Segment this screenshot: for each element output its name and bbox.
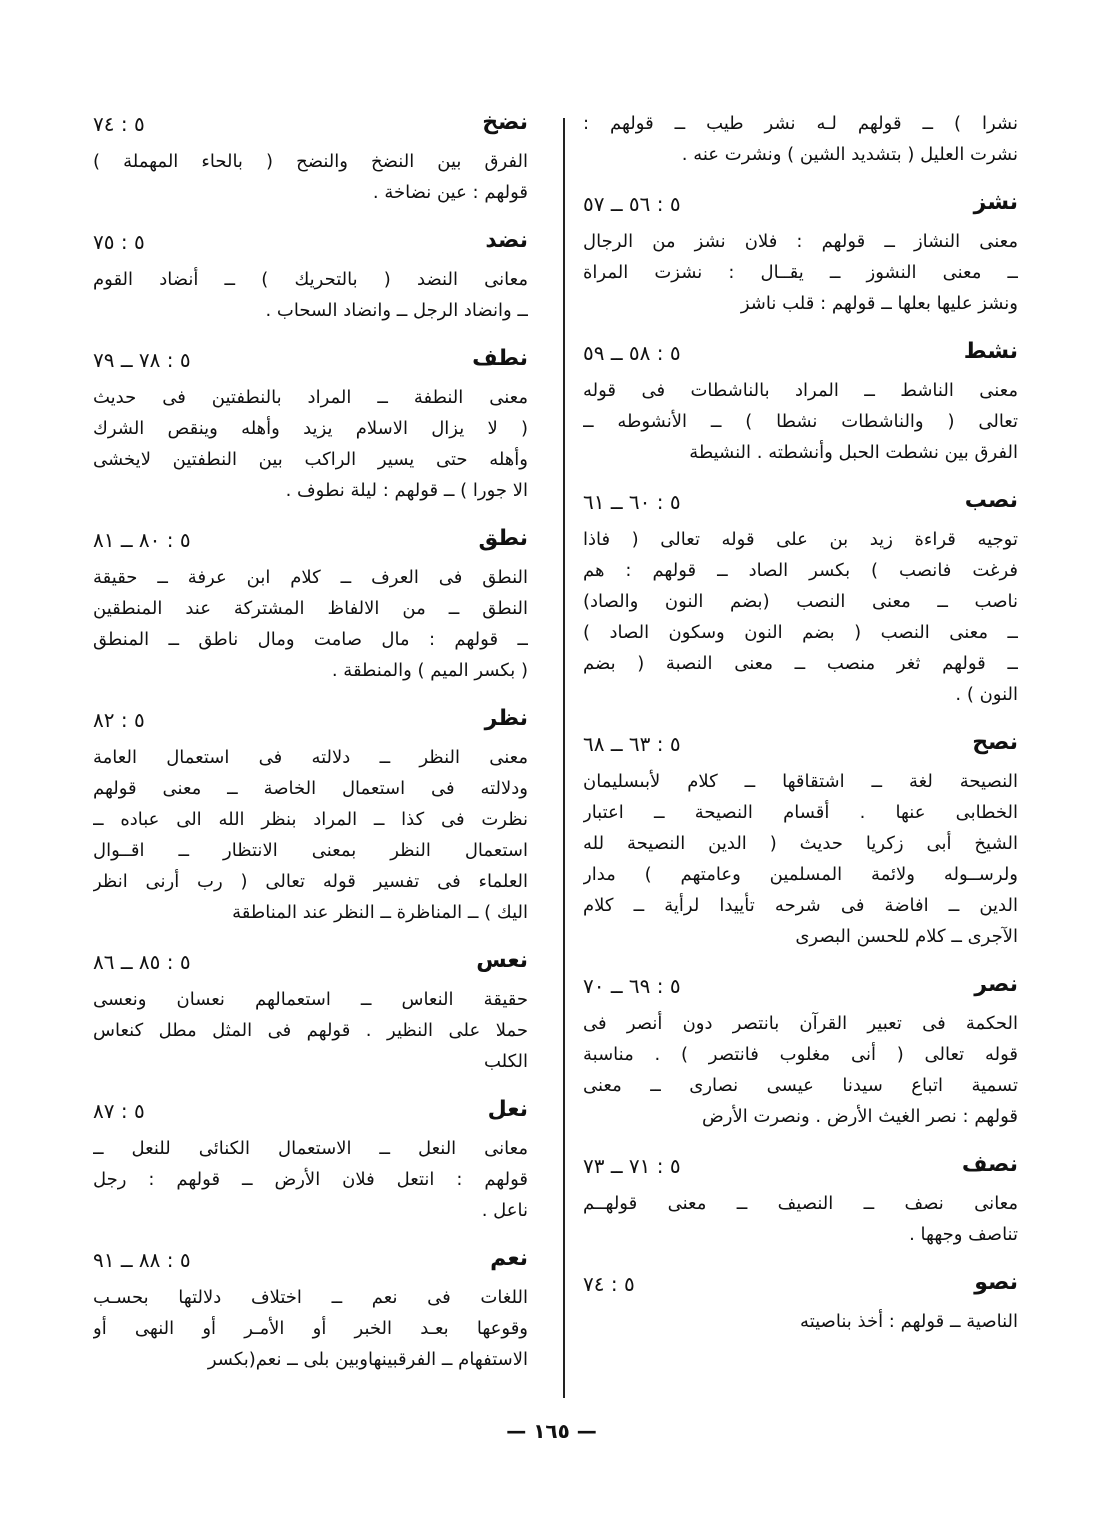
entry-text-line: قوله تعالى ( أنى مغلوب فانتصر ) . مناسبة xyxy=(583,1044,1018,1065)
index-entry xyxy=(583,1150,1018,1250)
entry-text-line: تناصف وجهها . xyxy=(909,1224,1018,1245)
entry-root-word: نضد xyxy=(485,228,528,253)
entry-root-word: نعم xyxy=(490,1246,528,1271)
entry-text-line: الفرق بين نشطت الحبل وأنشطته . النشيطة xyxy=(689,442,1018,463)
entry-header xyxy=(93,1244,528,1282)
entry-text-line: العلماء فى تفسير قوله تعالى ( رب أرنى انظر xyxy=(93,871,528,892)
left-column xyxy=(93,108,528,1393)
entry-root-word: نطق xyxy=(478,526,528,551)
entry-text-line: ــ قولهم : مال صامت ومال ناطق ــ المنطق xyxy=(93,629,528,650)
index-entry xyxy=(93,226,528,326)
entry-root-word: نعل xyxy=(487,1097,528,1122)
entry-page-reference: ٥ : ٨٥ ــ ٨٦ xyxy=(93,950,191,974)
entry-text-line: الا جورا ) ــ قولهم : ليلة نطوف . xyxy=(285,480,528,501)
entry-text-line: حقيقة النعاس ــ استعمالهم نعسان ونعسى xyxy=(93,989,528,1010)
entry-text-line: قولهم : نصر الغيث الأرض . ونصرت الأرض xyxy=(702,1106,1018,1127)
entry-text-line: معنى النطفة ــ المراد بالنطفتين فى حديث xyxy=(93,387,528,408)
entry-header xyxy=(93,226,528,264)
entry-text-line: ودلالته فى استعمال الخاصة ــ معنى قولهم xyxy=(93,778,528,799)
entry-text-line: معانى النضد ( بالتحريك ) ــ أنضاد القوم xyxy=(93,269,528,290)
entry-text-line: الشيخ أبى زكريا حديث ( الدين النصيحة لله xyxy=(583,833,1018,854)
entry-page-reference: ٥ : ٨٢ xyxy=(93,708,145,732)
entry-text-line: تعالى ( والناشطات نشطا ) ــ الأنشوطه ــ xyxy=(583,411,1018,432)
entry-root-word: نضخ xyxy=(482,110,528,135)
entry-text-line: معانى نصف ــ النصيف ــ معنى قولهــم xyxy=(583,1193,1018,1214)
entry-page-reference: ٥ : ٨٨ ــ ٩١ xyxy=(93,1248,191,1272)
entry-text-line: ولرســوله ولائمة المسلمين وعامتهم ) مدار xyxy=(583,864,1018,885)
index-entry xyxy=(93,344,528,506)
entry-root-word: نصح xyxy=(972,730,1018,755)
entry-header xyxy=(583,188,1018,226)
index-entry xyxy=(583,188,1018,319)
entry-page-reference: ٥ : ٧٨ ــ ٧٩ xyxy=(93,348,191,372)
entry-text-line: نظرت فى كذا ــ المراد بنظر الله الى عباده ــ xyxy=(93,809,528,830)
entry-text-line: ناصب ــ معنى النصب (بضم النون والصاد) xyxy=(583,591,1018,612)
entry-text-line: اليك ) ــ المناظرة ــ النظر عند المناطقة xyxy=(232,902,528,923)
entry-header xyxy=(583,970,1018,1008)
entry-page-reference: ٥ : ٦٣ ــ ٦٨ xyxy=(583,732,681,756)
entry-root-word: نشز xyxy=(973,190,1018,215)
entry-text-line: النون ) . xyxy=(955,684,1018,705)
entry-root-word: نطف xyxy=(472,346,528,371)
entry-text-line: وقوعها بعـد الخبر أو الأمـر أو النهى أو xyxy=(93,1318,528,1339)
entry-header xyxy=(93,704,528,742)
entry-header xyxy=(93,344,528,382)
entry-page-reference: ٥ : ٧١ ــ ٧٣ xyxy=(583,1154,681,1178)
index-entry xyxy=(93,1095,528,1226)
entry-page-reference: ٥ : ٥٦ ــ ٥٧ xyxy=(583,192,681,216)
entry-page-reference: ٥ : ٧٥ xyxy=(93,230,145,254)
entry-header xyxy=(583,486,1018,524)
entry-text-line: ( لا يزال الاسلام يزيد وأهله وينقص الشرك xyxy=(93,418,528,439)
entry-text-line: ــ قولهم ثغر منصب ــ معنى النصبة ( بضم xyxy=(583,653,1018,674)
entry-text-line: معنى النشاز ــ قولهم : فلان نشز من الرجال xyxy=(583,231,1018,252)
entry-text-line: الآجرى ــ كلام للحسن البصرى xyxy=(795,926,1018,947)
entry-header xyxy=(93,524,528,562)
index-entry xyxy=(583,486,1018,710)
entry-text-line: ( بكسر الميم ) والمنطقة . xyxy=(331,660,528,681)
right-column xyxy=(583,108,1018,1355)
entry-header xyxy=(583,1268,1018,1306)
entry-text-line: معنى الناشط ــ المراد بالناشطات فى قوله xyxy=(583,380,1018,401)
entry-text-line: تسمية اتباع سيدنا عيسى نصارى ــ معنى xyxy=(583,1075,1018,1096)
entry-text-line: ــ معنى النشوز ــ يقــال : نشزت المراة xyxy=(583,262,1018,283)
entry-root-word: نعس xyxy=(476,948,528,973)
entry-page-reference: ٥ : ٧٤ xyxy=(93,112,145,136)
entry-text-line: الحكمة فى تعبير القرآن بانتصر دون أنصر فى xyxy=(583,1013,1018,1034)
entry-root-word: نصب xyxy=(964,488,1018,513)
entry-root-word: نشط xyxy=(963,339,1018,364)
index-entry xyxy=(93,1244,528,1375)
entry-page-reference: ٥ : ٦٠ ــ ٦١ xyxy=(583,490,681,514)
entry-text-line: نشرت العليل ( بتشديد الشين ) ونشرت عنه . xyxy=(681,144,1018,165)
entry-text-line: ــ معنى النصب ( بضم النون وسكون الصاد ) xyxy=(583,622,1018,643)
entry-text-line: حملا على النظير . قولهم فى المثل مطل كنعاس xyxy=(93,1020,528,1041)
entry-page-reference: ٥ : ٨٠ ــ ٨١ xyxy=(93,528,191,552)
index-entry xyxy=(583,1268,1018,1337)
index-entry xyxy=(93,524,528,686)
entry-text-line: فرغت فانصب ) بكسر الصاد ــ قولهم : هم xyxy=(583,560,1018,581)
entry-text-line: نشرا ) ــ قولهم لـه نشر طيب ــ قولهم : xyxy=(583,113,1018,134)
entry-text-line: الناصية ــ قولهم : أخذ بناصيته xyxy=(800,1311,1018,1332)
entry-text-line: اللغات فى نعم ــ اختلاف دلالتها بحسـب xyxy=(93,1287,528,1308)
index-entry xyxy=(583,970,1018,1132)
entry-text-line: الفرق بين النضخ والنضح ( بالحاء المهملة ) xyxy=(93,151,528,172)
entry-text-line: قولهم : انتعل فلان الأرض ــ قولهم : رجل xyxy=(93,1169,528,1190)
entry-text-line: معنى النظر ــ دلالته فى استعمال العامة xyxy=(93,747,528,768)
entry-text-line: الدين ــ افاضة فى شرحه تأييدا لرأية ــ كلام xyxy=(583,895,1018,916)
entry-header xyxy=(583,337,1018,375)
entry-text-line: الخطابى عنها . أقسام النصيحة ــ اعتبار xyxy=(583,802,1018,823)
entry-text-line: ناعل . xyxy=(481,1200,528,1221)
index-entry xyxy=(93,704,528,928)
entry-header xyxy=(583,728,1018,766)
entry-header xyxy=(93,1095,528,1133)
entry-text-line: معانى النعل ــ الاستعمال الكنائى للنعل ــ xyxy=(93,1138,528,1159)
entry-text-line: ونشز عليها بعلها ــ قولهم : قلب ناشز xyxy=(740,293,1018,314)
entry-root-word: نصر xyxy=(974,972,1018,997)
entry-text-line: النصيحة لغة ــ اشتقاقها ــ كلام لأبىسليمان xyxy=(583,771,1018,792)
entry-text-line: ــ وانضاد الرجل ــ وانضاد السحاب . xyxy=(265,300,528,321)
column-divider xyxy=(563,118,565,1398)
entry-text-line: وأهله حتى يسير الراكب بين النطفتين لايخشى xyxy=(93,449,528,470)
entry-text-line: النطق ــ من الالفاظ المشتركة عند المنطقين xyxy=(93,598,528,619)
index-entry xyxy=(93,946,528,1077)
index-entry xyxy=(583,108,1018,170)
entry-text-line: قولهم : عين نضاخة . xyxy=(372,182,528,203)
entry-root-word: نصو xyxy=(974,1270,1018,1295)
entry-header xyxy=(93,108,528,146)
page-number: — ١٦٥ — xyxy=(506,1419,597,1443)
entry-page-reference: ٥ : ٨٧ xyxy=(93,1099,145,1123)
index-entry xyxy=(93,108,528,208)
entry-text-line: الكلب xyxy=(483,1051,528,1072)
index-entry xyxy=(583,728,1018,952)
entry-root-word: نصف xyxy=(961,1152,1018,1177)
entry-root-word: نظر xyxy=(484,706,528,731)
entry-text-line: النطق فى العرف ــ كلام ابن عرفة ــ حقيقة xyxy=(93,567,528,588)
entry-header xyxy=(93,946,528,984)
entry-text-line: استعمال النظر بمعنى الانتظار ــ اقــوال xyxy=(93,840,528,861)
entry-text-line: توجيه قراءة زيد بن على قوله تعالى ( فاذا xyxy=(583,529,1018,550)
index-entry xyxy=(583,337,1018,468)
entry-page-reference: ٥ : ٥٨ ــ ٥٩ xyxy=(583,341,681,365)
entry-header xyxy=(583,1150,1018,1188)
entry-page-reference: ٥ : ٧٤ xyxy=(583,1272,635,1296)
entry-text-line: الاستفهام ــ الفرقبينهاوبين بلى ــ نعم(بكسر xyxy=(207,1349,528,1370)
entry-page-reference: ٥ : ٦٩ ــ ٧٠ xyxy=(583,974,681,998)
